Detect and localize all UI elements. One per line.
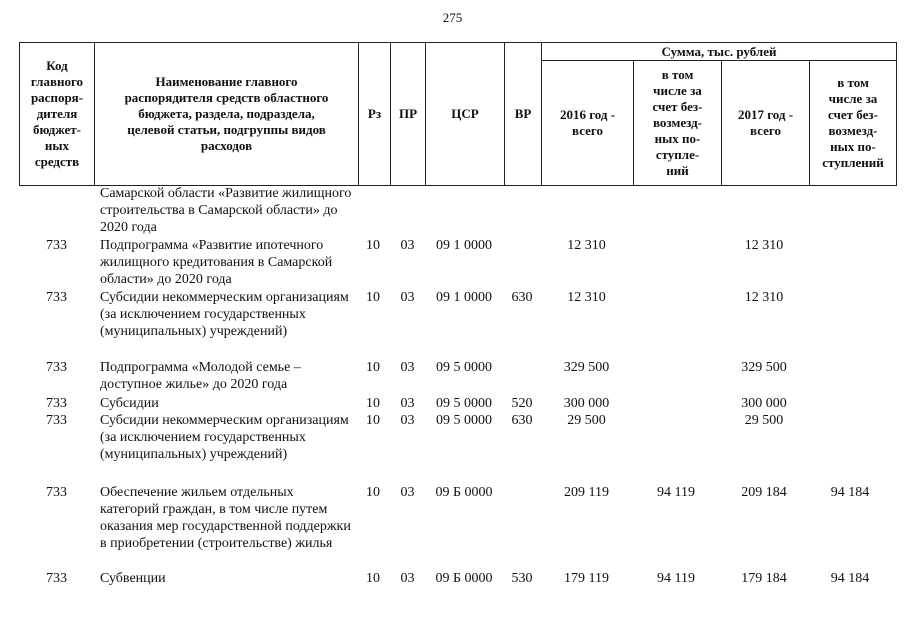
header-pr: ПР	[391, 43, 426, 186]
row-csr: 09 Б 0000	[435, 485, 493, 500]
row-sum-2016: 209 119	[564, 485, 609, 500]
row-sum-2017: 209 184	[741, 485, 787, 500]
row-rz: 10	[366, 485, 380, 500]
row-csr: 09 5 0000	[436, 413, 492, 428]
table-header	[19, 42, 897, 186]
row-rz: 10	[366, 238, 380, 253]
row-free-2016: 94 119	[657, 571, 695, 586]
row-pr: 03	[400, 413, 415, 428]
header-rz: Рз	[359, 43, 391, 186]
header-2017-free: в том числе за счет без- возмезд- ных по- ступлений	[810, 61, 897, 186]
row-code: 733	[46, 290, 67, 305]
row-code: 733	[46, 413, 67, 428]
row-code: 733	[46, 238, 67, 253]
row-code: 733	[46, 485, 67, 500]
row-rz: 10	[366, 360, 380, 375]
row-name: Самарской области «Развитие жилищного строительства в Самарской области» до 2020 года	[100, 186, 352, 235]
row-code: 733	[46, 396, 67, 411]
row-sum-2017: 179 184	[741, 571, 787, 586]
header-2016-free: в том числе за счет без- возмезд- ных по- ступле- ний	[634, 61, 722, 186]
row-sum-2016: 12 310	[567, 238, 606, 253]
row-sum-2017: 29 500	[744, 413, 784, 428]
header-code: Код главного распоря- дителя бюджет- ных средств	[20, 43, 95, 186]
row-csr: 09 1 0000	[436, 238, 492, 253]
row-name: Обеспечение жильем отдельных категорий граждан, в том числе путем оказания мер государственной поддержки в приобретении (строительстве) жилья	[100, 485, 351, 551]
row-name: Субвенции	[100, 571, 166, 586]
row-sum-2017: 329 500	[741, 360, 787, 375]
row-free-2017: 94 184	[830, 485, 870, 500]
row-csr: 09 5 0000	[436, 360, 492, 375]
row-name: Субсидии	[100, 396, 159, 411]
row-csr: 09 Б 0000	[435, 571, 493, 586]
row-rz: 10	[366, 290, 380, 305]
row-name: Подпрограмма «Молодой семье – доступное жилье» до 2020 года	[100, 360, 301, 392]
header-2016-total: 2016 год - всего	[542, 61, 634, 186]
row-pr: 03	[400, 571, 415, 586]
page-number: 275	[442, 10, 463, 25]
row-sum-2016: 12 310	[567, 290, 606, 305]
row-sum-2016: 300 000	[563, 396, 610, 411]
row-pr: 03	[400, 290, 415, 305]
row-vr: 630	[511, 413, 533, 428]
header-name: Наименование главного распорядителя средств областного бюджета, раздела, подраздела, целевой статьи, подгруппы видов расходов	[95, 43, 359, 186]
row-code: 733	[46, 571, 67, 586]
row-pr: 03	[400, 396, 415, 411]
row-free-2017: 94 184	[830, 571, 870, 586]
row-free-2016: 94 119	[657, 485, 695, 500]
row-vr: 530	[511, 571, 533, 586]
row-sum-2016: 329 500	[563, 360, 610, 375]
row-sum-2016: 29 500	[567, 413, 606, 428]
row-name: Субсидии некоммерческим организациям (за исключением государственных (муниципальных) учреждений)	[100, 290, 349, 339]
header-csr: ЦСР	[426, 43, 505, 186]
row-sum-2017: 12 310	[744, 238, 784, 253]
row-sum-2017: 12 310	[744, 290, 784, 305]
row-csr: 09 5 0000	[436, 396, 492, 411]
row-vr: 520	[511, 396, 533, 411]
row-pr: 03	[400, 238, 415, 253]
header-sum: Сумма, тыс. рублей	[542, 43, 897, 61]
row-rz: 10	[366, 413, 380, 428]
row-pr: 03	[400, 485, 415, 500]
row-csr: 09 1 0000	[436, 290, 492, 305]
header-2017-total: 2017 год - всего	[722, 61, 810, 186]
header-vr: ВР	[505, 43, 542, 186]
row-sum-2016: 179 119	[564, 571, 609, 586]
row-rz: 10	[366, 571, 380, 586]
row-code: 733	[46, 360, 67, 375]
row-sum-2017: 300 000	[741, 396, 787, 411]
row-rz: 10	[366, 396, 380, 411]
row-vr: 630	[511, 290, 533, 305]
row-name: Субсидии некоммерческим организациям (за исключением государственных (муниципальных) учреждений)	[100, 413, 349, 462]
row-name: Подпрограмма «Развитие ипотечного жилищного кредитования в Самарской области» до 2020 года	[100, 238, 333, 287]
row-pr: 03	[400, 360, 415, 375]
